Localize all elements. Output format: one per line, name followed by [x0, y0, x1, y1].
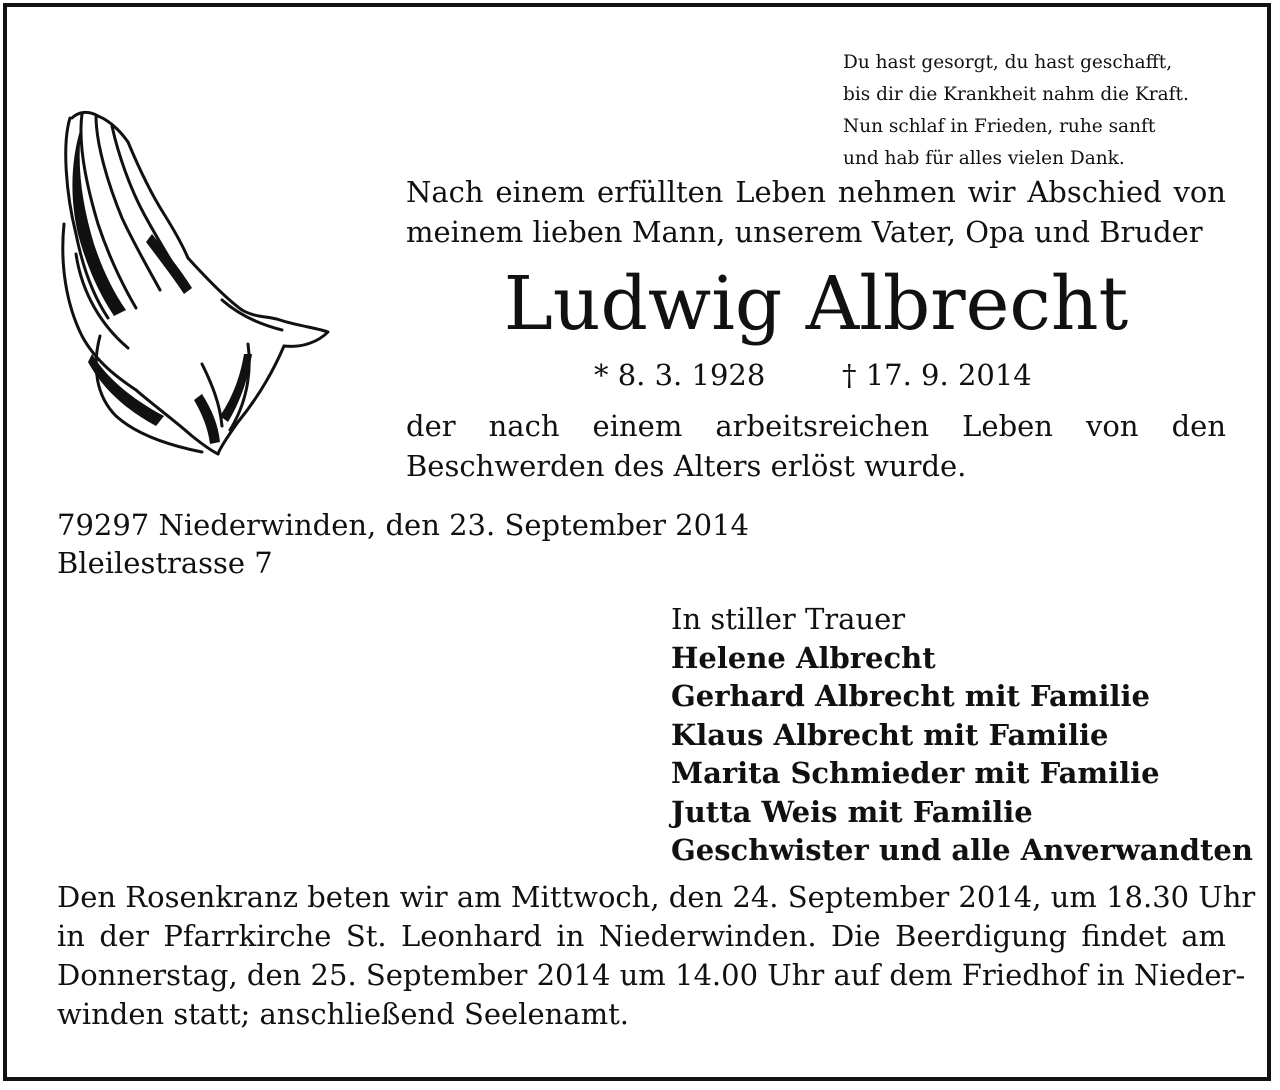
death-date: † 17. 9. 2014 [842, 358, 1032, 392]
intro-text [406, 172, 1226, 252]
after-text [406, 406, 1226, 486]
poem [843, 47, 1189, 175]
mourner-name: Jutta Weis mit Familie [671, 794, 1033, 829]
street-address: Bleilestrasse 7 [57, 546, 273, 580]
after-line: Beschwerden des Alters erlöst wurde. [406, 449, 967, 483]
mourner-name: Klaus Albrecht mit Familie [671, 717, 1109, 752]
deceased-name: Ludwig Albrecht [503, 261, 1129, 347]
place-date: 79297 Niederwinden, den 23. September 2014 [57, 508, 749, 542]
poem-line: bis dir die Krankheit nahm die Kraft. [843, 84, 1189, 105]
mourner-name: Geschwister und alle Anverwandten [671, 833, 1253, 867]
praying-hands-icon [52, 104, 334, 456]
poem-line: Nun schlaf in Frieden, ruhe sanft [843, 116, 1156, 137]
life-dates [406, 354, 1226, 396]
service-line: winden statt; anschließend Seelenamt. [57, 997, 629, 1031]
mourner-name: Helene Albrecht [671, 640, 936, 675]
birth-date: * 8. 3. 1928 [594, 358, 766, 392]
place-and-address [57, 506, 749, 582]
service-line: in der Pfarrkirche St. Leonhard in Niederwinden. Die Beerdigung findet am [57, 919, 1226, 953]
service-line: Den Rosenkranz beten wir am Mittwoch, den 24. September 2014, um 18.30 Uhr [57, 880, 1256, 914]
poem-line: Du hast gesorgt, du hast geschafft, [843, 52, 1173, 73]
mourners-heading: In stiller Trauer [671, 602, 906, 636]
mourners-list [671, 600, 1253, 870]
service-details [57, 878, 1256, 1034]
intro-line: meinem lieben Mann, unserem Vater, Opa und Bruder [406, 215, 1203, 249]
after-line: der nach einem arbeitsreichen Leben von den [406, 409, 1226, 443]
poem-line: und hab für alles vielen Dank. [843, 148, 1125, 169]
service-line: Donnerstag, den 25. September 2014 um 14.00 Uhr auf dem Friedhof in Nieder- [57, 958, 1246, 992]
intro-line: Nach einem erfüllten Leben nehmen wir Abschied von [406, 175, 1226, 209]
mourner-name: Marita Schmieder mit Familie [671, 756, 1160, 790]
mourner-name: Gerhard Albrecht mit Familie [671, 679, 1150, 713]
